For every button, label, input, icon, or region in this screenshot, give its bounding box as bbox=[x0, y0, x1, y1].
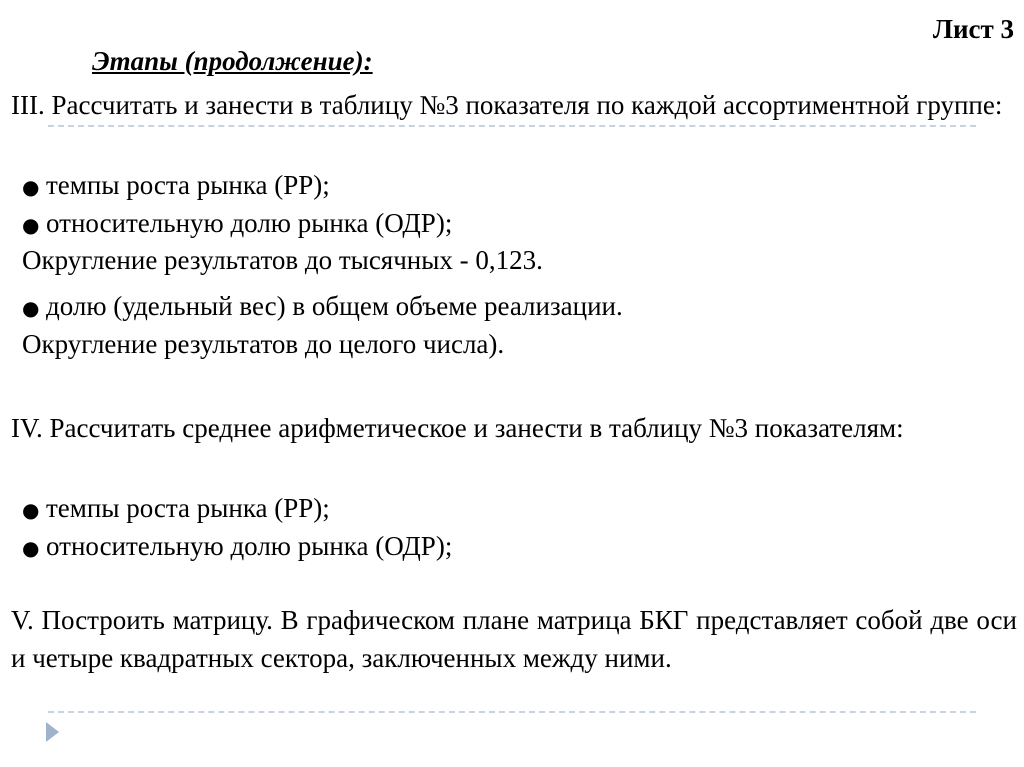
step-3-text: III. Рассчитать и занести в таблицу №3 показателя по каждой ассортиментной группе: bbox=[11, 90, 1003, 120]
step-4-bullet-1 bbox=[22, 489, 330, 529]
bullet-text: долю (удельный вес) в общем объеме реализации. bbox=[46, 291, 623, 321]
bullet-text: темпы роста рынка (РР); bbox=[46, 170, 330, 200]
bullet-text: относительную долю рынка (ОДР); bbox=[46, 531, 453, 561]
step-3-rounding-note-2: Округление результатов до целого числа). bbox=[22, 329, 505, 359]
step-3-bullet-2 bbox=[22, 204, 452, 244]
step-3-bullet-3 bbox=[22, 287, 623, 327]
step-4-bullet-2 bbox=[22, 527, 452, 567]
section-heading: Этапы (продолжение): bbox=[92, 46, 373, 76]
bullet-icon: ● bbox=[22, 536, 40, 560]
bullet-icon: ● bbox=[22, 175, 40, 199]
bullet-icon: ● bbox=[22, 498, 40, 522]
bullet-icon: ● bbox=[22, 213, 40, 237]
step-3-bullet-1 bbox=[22, 166, 330, 206]
decorative-dashed-line bbox=[48, 711, 976, 713]
decorative-dashed-line bbox=[48, 125, 976, 127]
step-5-text: V. Построить матрицу. В графическом плане матрица БКГ представляет собой две оси и четыре квадратных сектора, заключенных между ними. bbox=[11, 605, 1017, 673]
step-3-rounding-note-1: Округление результатов до тысячных - 0,123. bbox=[22, 245, 543, 275]
sheet-label: Лист 3 bbox=[932, 14, 1014, 44]
triangle-right-icon[interactable] bbox=[46, 722, 59, 742]
bullet-text: относительную долю рынка (ОДР); bbox=[46, 208, 453, 238]
bullet-icon: ● bbox=[22, 296, 40, 320]
step-4-text: IV. Рассчитать среднее арифметическое и занести в таблицу №3 показателям: bbox=[11, 413, 904, 443]
bullet-text: темпы роста рынка (РР); bbox=[46, 493, 330, 523]
